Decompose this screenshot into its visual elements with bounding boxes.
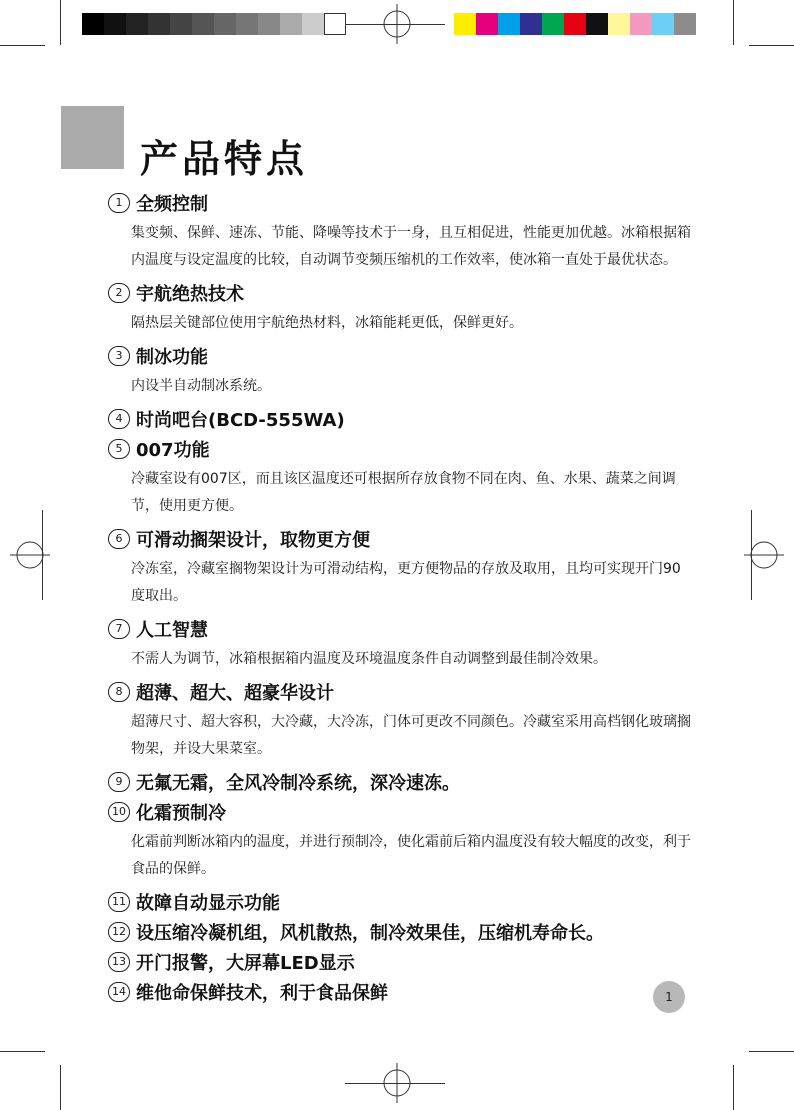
color-swatch — [608, 13, 630, 35]
color-swatch — [82, 13, 104, 35]
feature-item — [108, 677, 708, 763]
crop-mark-bottom-right-h — [749, 1051, 794, 1052]
feature-number-badge: 7 — [108, 619, 130, 639]
feature-item — [108, 524, 708, 610]
registration-line-top — [345, 24, 445, 25]
feature-description: 化霜前判断冰箱内的温度，并进行预制冷，使化霜前后箱内温度没有较大幅度的改变，利于食品的保鲜。 — [131, 834, 691, 877]
feature-item — [108, 188, 708, 274]
process-color-bar — [454, 13, 696, 35]
feature-item — [108, 434, 708, 520]
registration-mark-left-icon — [10, 535, 50, 575]
feature-heading — [108, 977, 708, 1007]
feature-heading — [108, 434, 708, 464]
feature-list — [108, 188, 708, 1007]
feature-heading — [108, 278, 708, 308]
feature-number-badge: 6 — [108, 529, 130, 549]
feature-description: 内设半自动制冰系统。 — [131, 378, 271, 394]
feature-heading — [108, 767, 708, 797]
feature-title: 人工智慧 — [136, 620, 208, 641]
feature-number-badge: 12 — [108, 922, 130, 942]
feature-number-badge: 10 — [108, 802, 130, 822]
color-swatch — [324, 13, 346, 35]
color-swatch — [302, 13, 324, 35]
feature-heading — [108, 917, 708, 947]
color-swatch — [498, 13, 520, 35]
feature-number-badge: 11 — [108, 892, 130, 912]
crop-mark-bottom-left-h — [0, 1051, 45, 1052]
crop-mark-top-right-v — [733, 0, 734, 45]
crop-mark-bottom-left-v — [60, 1065, 61, 1110]
feature-title: 时尚吧台(BCD-555WA) — [136, 410, 345, 431]
feature-heading — [108, 524, 708, 554]
color-swatch — [520, 13, 542, 35]
color-swatch — [258, 13, 280, 35]
feature-title: 制冰功能 — [136, 347, 208, 368]
feature-title: 宇航绝热技术 — [136, 284, 244, 305]
feature-number-badge: 14 — [108, 982, 130, 1002]
color-swatch — [280, 13, 302, 35]
feature-number-badge: 1 — [108, 193, 130, 213]
feature-title: 超薄、超大、超豪华设计 — [136, 683, 334, 704]
color-swatch — [192, 13, 214, 35]
feature-heading — [108, 887, 708, 917]
feature-number-badge: 4 — [108, 409, 130, 429]
feature-heading — [108, 404, 708, 434]
feature-item — [108, 614, 708, 673]
color-swatch — [630, 13, 652, 35]
feature-heading — [108, 677, 708, 707]
page-number-badge: 1 — [653, 981, 685, 1013]
feature-item — [108, 917, 708, 947]
feature-title: 可滑动搁架设计，取物更方便 — [136, 530, 370, 551]
feature-item — [108, 341, 708, 400]
feature-heading — [108, 947, 708, 977]
feature-number-badge: 13 — [108, 952, 130, 972]
feature-number-badge: 8 — [108, 682, 130, 702]
feature-number-badge: 9 — [108, 772, 130, 792]
crop-mark-top-right-h — [749, 45, 794, 46]
feature-item — [108, 977, 708, 1007]
feature-description: 冷藏室设有007区，而且该区温度还可根据所存放食物不同在肉、鱼、水果、蔬菜之间调节，使用更方便。 — [131, 471, 676, 514]
feature-title: 设压缩冷凝机组，风机散热，制冷效果佳，压缩机寿命长。 — [136, 923, 604, 944]
feature-heading — [108, 188, 708, 218]
color-swatch — [148, 13, 170, 35]
feature-item — [108, 797, 708, 883]
color-swatch — [454, 13, 476, 35]
feature-title: 故障自动显示功能 — [136, 893, 280, 914]
color-swatch — [476, 13, 498, 35]
color-swatch — [564, 13, 586, 35]
color-swatch — [674, 13, 696, 35]
registration-line-bottom — [345, 1083, 445, 1084]
registration-mark-right-icon — [744, 535, 784, 575]
feature-heading — [108, 341, 708, 371]
crop-mark-bottom-right-v — [733, 1065, 734, 1110]
feature-heading — [108, 614, 708, 644]
color-swatch — [652, 13, 674, 35]
feature-item — [108, 947, 708, 977]
feature-title: 维他命保鲜技术，利于食品保鲜 — [136, 983, 388, 1004]
feature-title: 007功能 — [136, 440, 210, 461]
feature-description: 超薄尺寸、超大容积，大冷藏，大冷冻，门体可更改不同颜色。冷藏室采用高档钢化玻璃搁物架，并设大果菜室。 — [131, 714, 691, 757]
feature-number-badge: 5 — [108, 439, 130, 459]
feature-title: 化霜预制冷 — [136, 803, 226, 824]
feature-description: 冷冻室，冷藏室搁物架设计为可滑动结构，更方便物品的存放及取用，且均可实现开门90度取出。 — [131, 561, 681, 604]
feature-description: 集变频、保鲜、速冻、节能、降噪等技术于一身，且互相促进，性能更加优越。冰箱根据箱内温度与设定温度的比较，自动调节变频压缩机的工作效率，使冰箱一直处于最优状态。 — [131, 225, 691, 268]
color-swatch — [170, 13, 192, 35]
feature-item — [108, 887, 708, 917]
grayscale-color-bar — [82, 13, 346, 35]
color-swatch — [236, 13, 258, 35]
feature-title: 开门报警，大屏幕LED显示 — [136, 953, 355, 974]
page-title: 产品特点 — [140, 137, 309, 181]
feature-title: 无氟无霜，全风冷制冷系统，深冷速冻。 — [136, 773, 460, 794]
feature-heading — [108, 797, 708, 827]
color-swatch — [214, 13, 236, 35]
feature-item — [108, 767, 708, 797]
feature-description: 不需人为调节，冰箱根据箱内温度及环境温度条件自动调整到最佳制冷效果。 — [131, 651, 607, 667]
crop-mark-top-left-v — [60, 0, 61, 45]
crop-mark-top-left-h — [0, 45, 45, 46]
feature-title: 全频控制 — [136, 194, 208, 215]
feature-number-badge: 2 — [108, 283, 130, 303]
feature-description: 隔热层关键部位使用宇航绝热材料，冰箱能耗更低，保鲜更好。 — [131, 315, 523, 331]
feature-number-badge: 3 — [108, 346, 130, 366]
color-swatch — [104, 13, 126, 35]
color-swatch — [126, 13, 148, 35]
title-gray-block — [61, 106, 124, 169]
color-swatch — [586, 13, 608, 35]
feature-item — [108, 278, 708, 337]
feature-item — [108, 404, 708, 434]
color-swatch — [542, 13, 564, 35]
